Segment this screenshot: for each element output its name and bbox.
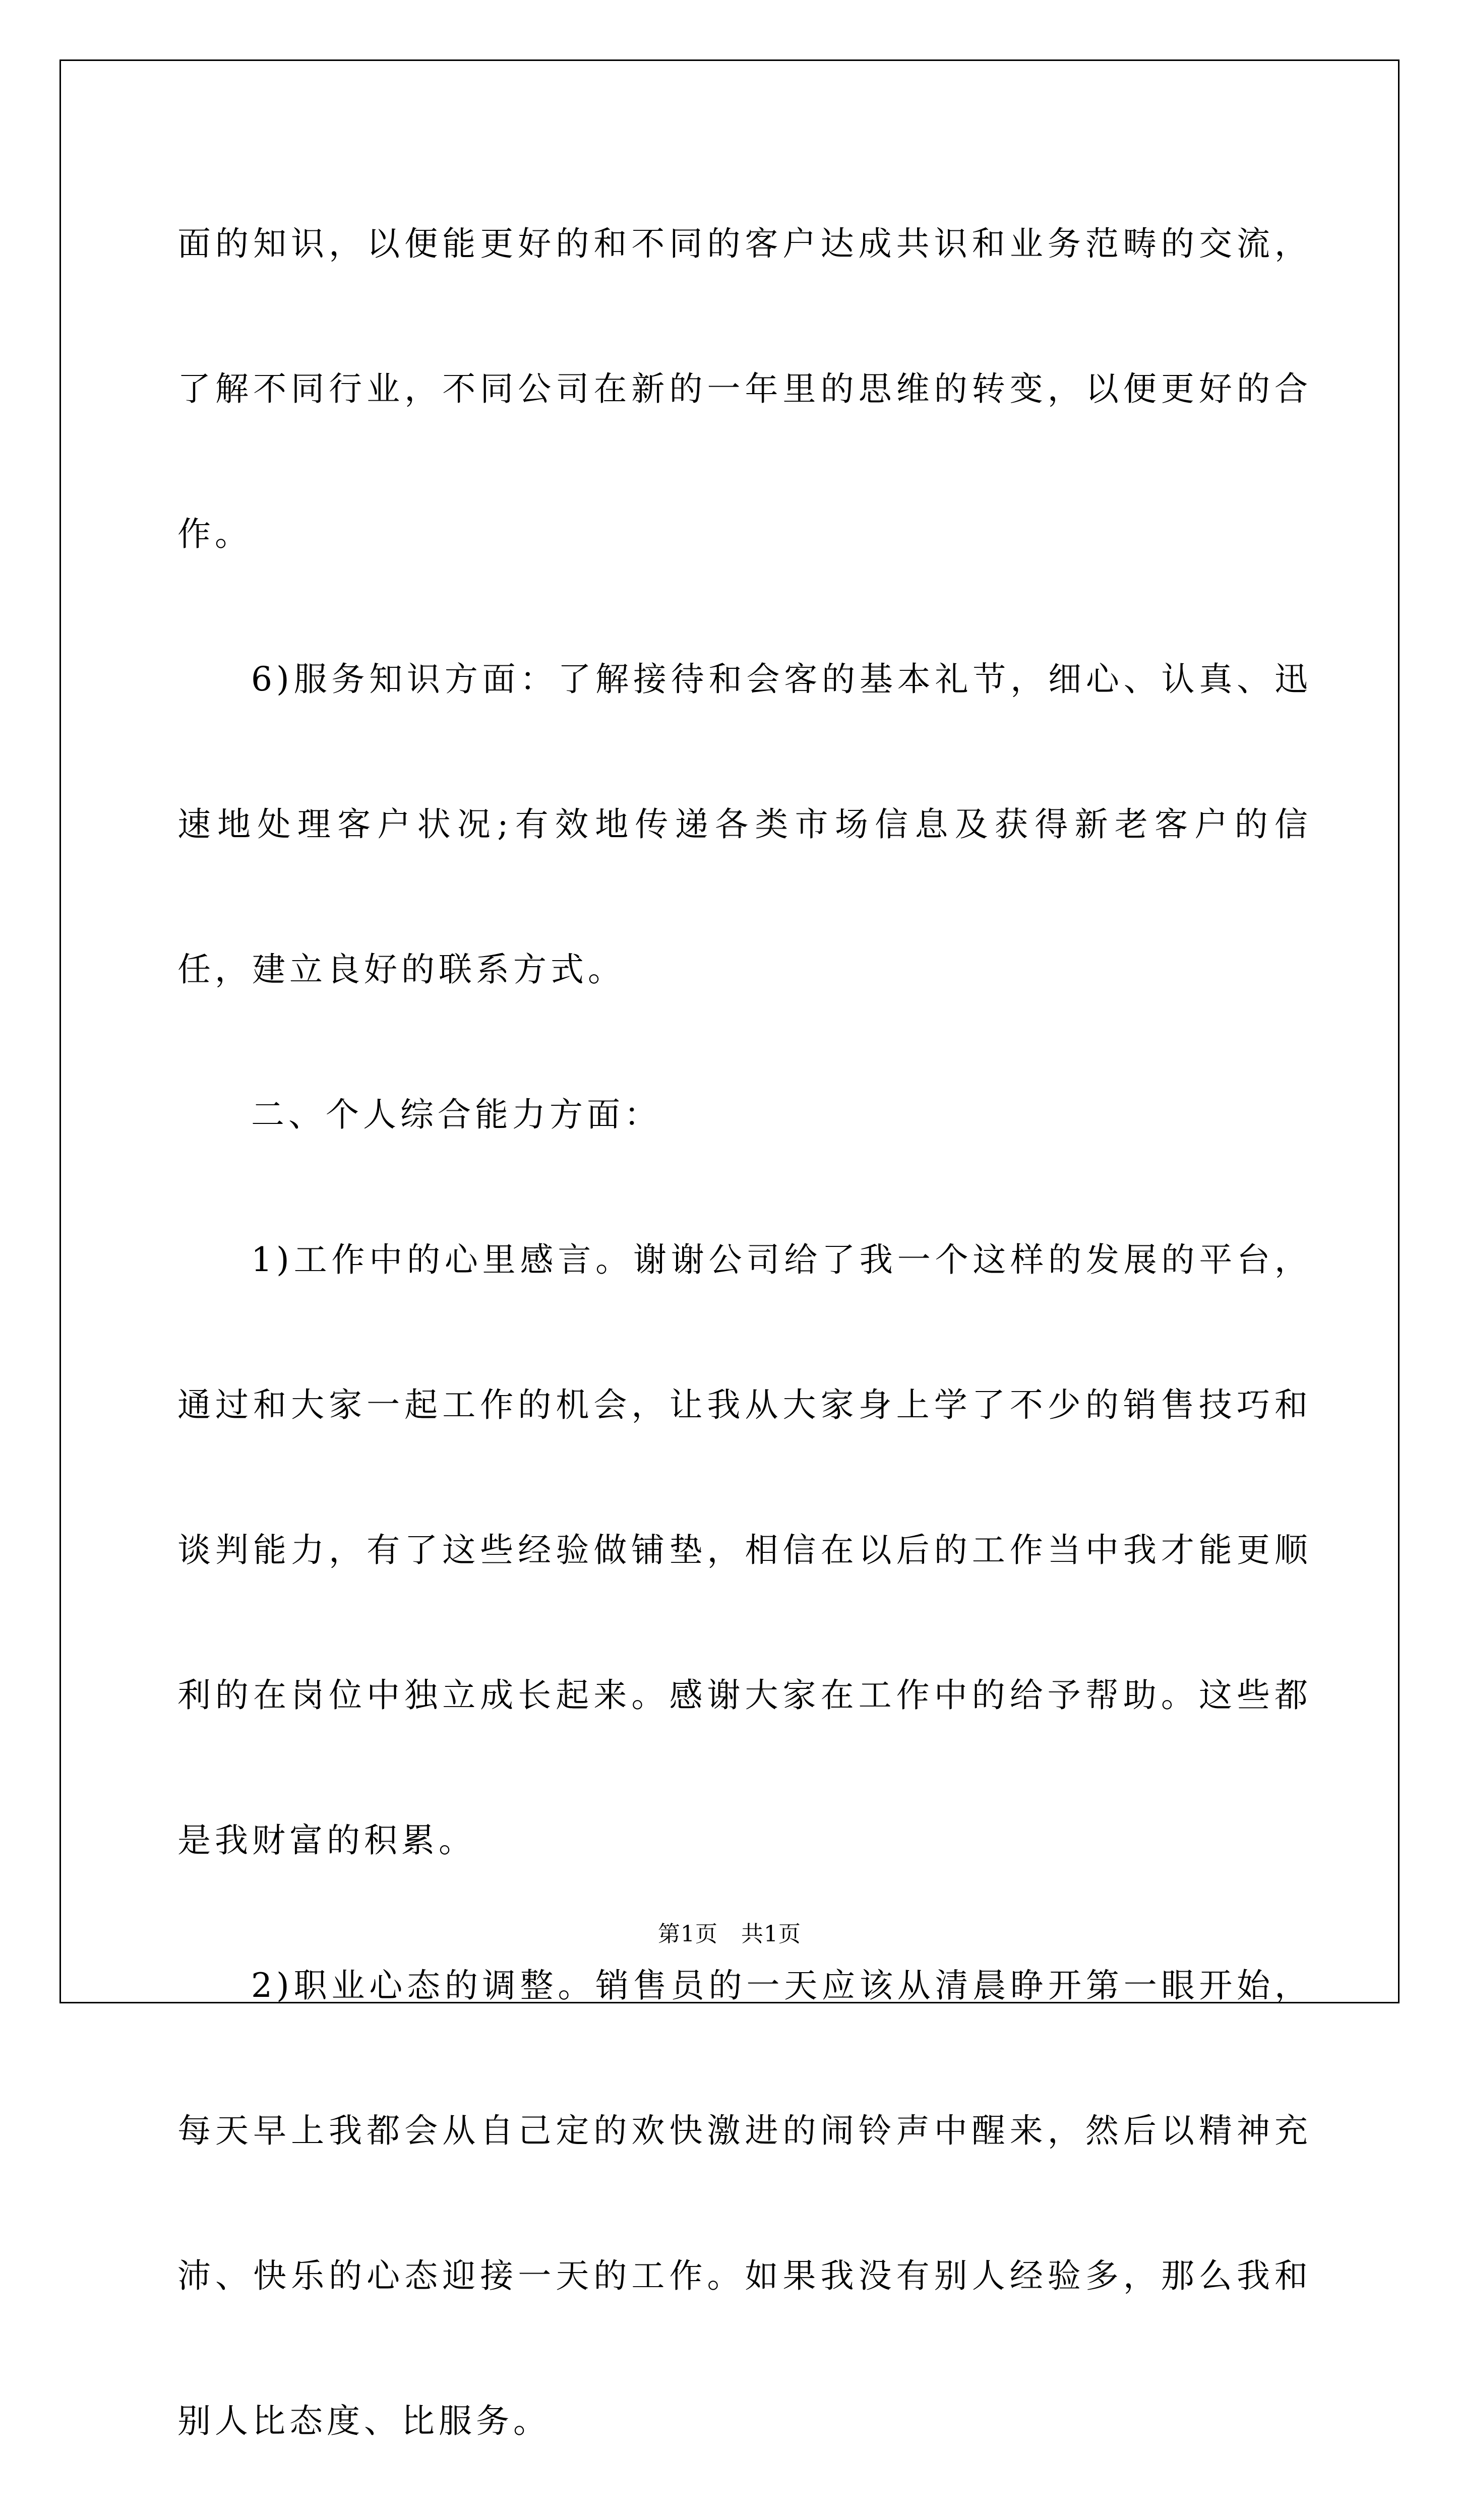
document-body (177, 171, 1312, 2520)
page-total: 共1页 (741, 1921, 801, 1947)
paragraph-5 (177, 2494, 1312, 2520)
paragraph-3: 1)工作中的心里感言。谢谢公司给了我一个这样的发展的平台，通过和大家一起工作的机会，让我从大家身上学了不少的销售技巧和谈判能力，有了这些经验做铺垫，相信在以后的工作当中我才能更顺利的在岗位中独立成长起来。感谢大家在工作中的给予帮助。这些都是我财富的积累。 (177, 1240, 1312, 1860)
paragraph-4: 2)职业心态的调整。销售员的一天应该从清晨睁开第一眼开始，每天早上我都会从自己定的欢快激进的闹铃声中醒来，然后以精神充沛、快乐的心态迎接一天的工作。如果我没有别人经验多，那么我和别人比态度、比服务。 (177, 1966, 1312, 2440)
page-number: 第1页 (658, 1921, 718, 1947)
section-heading: 二、个人综合能力方面： (251, 1095, 661, 1134)
page-footer (0, 1919, 1459, 1949)
paragraph-1: 面的知识，以便能更好的和不同的客户达成共识和业务范畴的交流，了解不同行业，不同公司在新的一年里的思维的转变，以便更好的合作。 (177, 224, 1312, 553)
paragraph-2: 6)服务知识方面：了解接待和会客的基本礼节，细心、认真、迅速地处理客户状况;有效地传递各类市场信息及获得新老客户的信任，建立良好的联系方式。 (177, 660, 1312, 989)
